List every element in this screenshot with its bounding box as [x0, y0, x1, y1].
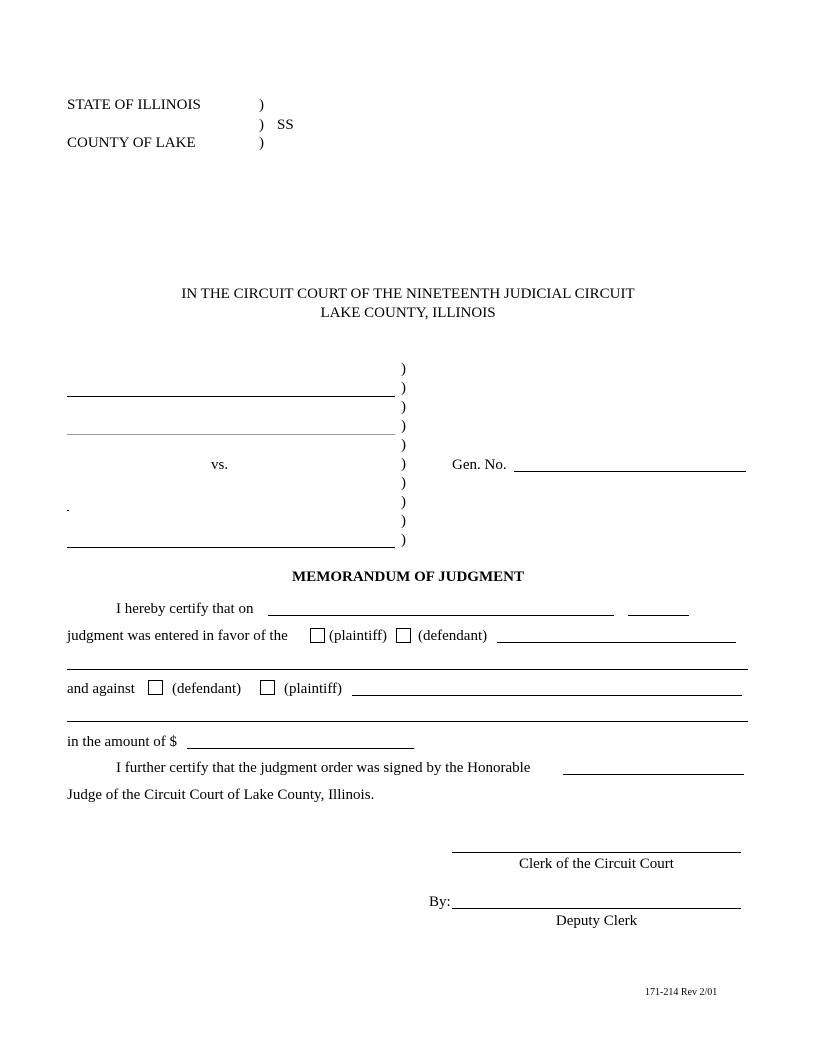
favor-party-name-field[interactable]	[497, 642, 736, 643]
favor-plaintiff-checkbox[interactable]	[310, 628, 325, 643]
caption-paren: )	[401, 361, 406, 377]
venue-paren: )	[259, 135, 264, 151]
against-defendant-checkbox[interactable]	[148, 680, 163, 695]
gen-no-label: Gen. No.	[452, 457, 507, 473]
favor-defendant-checkbox[interactable]	[396, 628, 411, 643]
caption-paren: )	[401, 532, 406, 548]
defendant-name-line[interactable]	[67, 510, 69, 511]
favor-plaintiff-label: (plaintiff)	[329, 628, 388, 644]
court-heading-line2: LAKE COUNTY, ILLINOIS	[320, 305, 496, 321]
amount-label: in the amount of $	[67, 734, 177, 750]
against-plaintiff-label: (plaintiff)	[284, 681, 343, 697]
caption-paren: )	[401, 513, 406, 529]
against-defendant-label: (defendant)	[172, 681, 242, 697]
state-label: STATE OF ILLINOIS	[67, 97, 201, 113]
caption-paren: )	[401, 475, 406, 491]
amount-field[interactable]	[187, 748, 414, 749]
deputy-signature-line[interactable]	[452, 908, 741, 909]
judgment-date-field[interactable]	[268, 615, 614, 616]
ss-label: SS	[277, 117, 294, 133]
caption-paren: )	[401, 380, 406, 396]
against-party-name-field-2[interactable]	[67, 721, 748, 722]
deputy-clerk-label: Deputy Clerk	[555, 913, 638, 929]
favor-defendant-label: (defendant)	[418, 628, 488, 644]
against-party-name-field[interactable]	[352, 695, 742, 696]
caption-paren: )	[401, 418, 406, 434]
form-number: 171-214 Rev 2/01	[645, 987, 718, 998]
judge-of-text: Judge of the Circuit Court of Lake County, Illinois.	[67, 787, 375, 803]
judgment-entered-text: judgment was entered in favor of the	[67, 628, 288, 644]
caption-paren: )	[401, 494, 406, 510]
defendant-name-line-2[interactable]	[67, 547, 395, 548]
venue-paren: )	[259, 117, 264, 133]
caption-paren: )	[401, 456, 406, 472]
caption-paren: )	[401, 437, 406, 453]
plaintiff-name-line[interactable]	[67, 396, 395, 397]
court-heading-line1: IN THE CIRCUIT COURT OF THE NINETEENTH JUDICIAL CIRCUIT	[181, 286, 635, 302]
plaintiff-name-line-2[interactable]	[67, 434, 395, 435]
further-certify-text: I further certify that the judgment order was signed by the Honorable	[116, 760, 531, 776]
clerk-signature-line[interactable]	[452, 852, 741, 853]
judgment-year-field[interactable]	[628, 615, 689, 616]
by-label: By:	[429, 894, 451, 910]
caption-paren: )	[401, 399, 406, 415]
and-against-text: and against	[67, 681, 135, 697]
favor-party-name-field-2[interactable]	[67, 669, 748, 670]
against-plaintiff-checkbox[interactable]	[260, 680, 275, 695]
county-label: COUNTY OF LAKE	[67, 135, 196, 151]
gen-no-field[interactable]	[514, 471, 746, 472]
venue-paren: )	[259, 97, 264, 113]
judge-name-field[interactable]	[563, 774, 744, 775]
clerk-label: Clerk of the Circuit Court	[519, 856, 674, 872]
certify-intro: I hereby certify that on	[116, 601, 254, 617]
vs-label: vs.	[211, 457, 229, 473]
document-title: MEMORANDUM OF JUDGMENT	[292, 569, 524, 585]
